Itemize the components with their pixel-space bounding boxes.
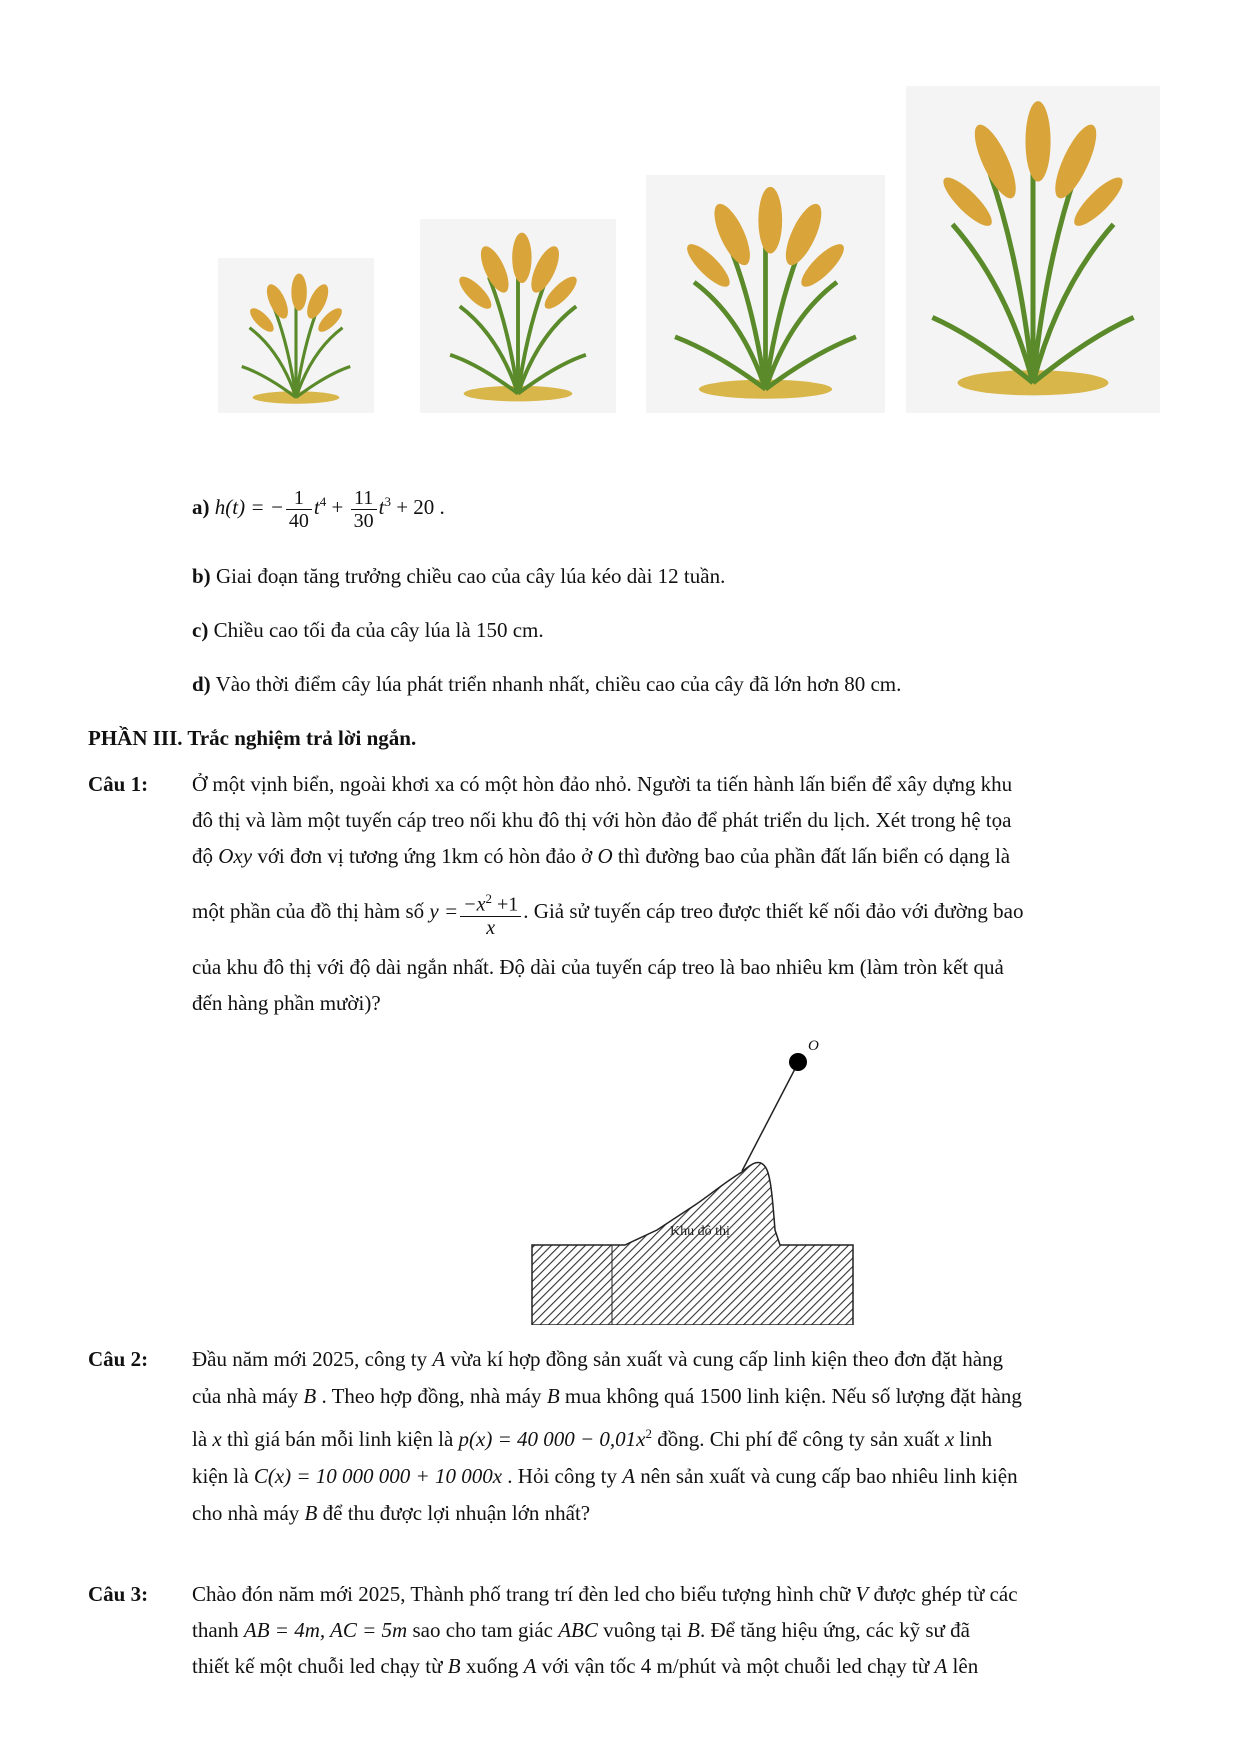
- part-a: [192, 484, 445, 532]
- formula-plus: +: [326, 495, 349, 519]
- q3-line3-a: thiết kế một chuỗi led chạy từ: [192, 1654, 448, 1678]
- q2-label: Câu 2:: [88, 1347, 149, 1371]
- formula-exp1: 4: [319, 494, 327, 509]
- q2-line1-b: vừa kí hợp đồng sản xuất và cung cấp linh kiện theo đơn đặt hàng: [445, 1347, 1004, 1371]
- q3-line1-b: được ghép từ các: [868, 1582, 1018, 1606]
- q3-line2: [192, 1612, 1172, 1648]
- q2-line3-a: là: [192, 1427, 213, 1451]
- q2-factory-b-2: B: [546, 1384, 560, 1408]
- q3-a-2: A: [934, 1654, 948, 1678]
- formula-t2: t: [378, 495, 385, 519]
- q2-line1-a: Đầu năm mới 2025, công ty: [192, 1347, 433, 1371]
- q2-cost-formula: C(x) = 10 000 000 + 10 000x: [253, 1464, 503, 1488]
- cable-line: [742, 1065, 797, 1171]
- q1-line3-b: với đơn vị tương ứng 1km có hòn đảo ở: [252, 844, 598, 868]
- q1-line3-a: độ: [192, 844, 219, 868]
- q2-line2-a: của nhà máy: [192, 1384, 304, 1408]
- formula-tail: + 20 .: [390, 495, 445, 519]
- q2-line4: [192, 1458, 1172, 1495]
- q2-line1: [192, 1341, 1172, 1378]
- q1-line4-b: . Giả sử tuyến cáp treo được thiết kế nối đảo với đường bao: [523, 899, 1024, 924]
- q2-line2-b: . Theo hợp đồng, nhà máy: [316, 1384, 547, 1408]
- q2-line4-c: nên sản xuất và cung cấp bao nhiêu linh kiện: [635, 1464, 1018, 1488]
- q1-line6: đến hàng phần mười)?: [192, 990, 381, 1015]
- q2-line3-c: đồng. Chi phí để công ty sản xuất: [652, 1427, 945, 1451]
- q3-b-2: B: [447, 1654, 461, 1678]
- q1-line4-a: một phần của đồ thị hàm số: [192, 899, 430, 924]
- q3-line3-d: lên: [947, 1654, 979, 1678]
- q1-fraction: [460, 888, 521, 939]
- part-c: [192, 612, 544, 648]
- q1-line5: của khu đô thị với độ dài ngắn nhất. Độ dài của tuyến cáp treo là bao nhiêu km (làm tròn kết quả: [192, 954, 1004, 979]
- fraction-2: [351, 487, 377, 532]
- part-d-text: Vào thời điểm cây lúa phát triển nhanh nhất, chiều cao của cây đã lớn hơn 80 cm.: [215, 672, 902, 696]
- fraction-2-den: 30: [353, 509, 374, 532]
- q1-frac-num: −x: [463, 893, 486, 916]
- q3-line1-a: Chào đón năm mới 2025, Thành phố trang trí đèn led cho biểu tượng hình chữ: [192, 1582, 856, 1606]
- rice-plant-graphic: [218, 258, 374, 413]
- q1-line1: Ở một vịnh biển, ngoài khơi xa có một hòn đảo nhỏ. Người ta tiến hành lấn biển để xây dựng khu: [192, 772, 1013, 796]
- island-label: O: [808, 1038, 819, 1054]
- part-b-text: Giai đoạn tăng trưởng chiều cao của cây lúa kéo dài 12 tuần.: [215, 564, 726, 588]
- fraction-1: [286, 487, 312, 532]
- q3-v: V: [855, 1582, 869, 1606]
- q2-company-a: A: [432, 1347, 446, 1371]
- part-c-text: Chiều cao tối đa của cây lúa là 150 cm.: [213, 618, 544, 642]
- urban-area-shape: [532, 1162, 853, 1325]
- fraction-2-num: 11: [351, 487, 377, 510]
- formula-t1: t: [313, 495, 320, 519]
- island-point: [789, 1053, 807, 1071]
- fraction-1-num: 1: [286, 487, 312, 510]
- q2-line5-a: cho nhà máy: [192, 1501, 305, 1525]
- formula-exp2: 3: [384, 494, 391, 509]
- q2-line2: [192, 1378, 1172, 1415]
- q3-b: B: [687, 1618, 700, 1642]
- q1-fraction-num: [460, 888, 521, 917]
- q1-frac-tail: +1: [492, 893, 519, 916]
- q2-company-a-2: A: [622, 1464, 636, 1488]
- q1-line3: [192, 838, 1172, 874]
- q2-x: x: [212, 1427, 222, 1451]
- q2-line4-b: . Hỏi công ty: [502, 1464, 623, 1488]
- q2-body: [192, 1341, 1172, 1532]
- part-a-label: a): [192, 495, 210, 519]
- q3-lengths: AB = 4m, AC = 5m: [243, 1618, 408, 1642]
- q2-line3-d: linh: [954, 1427, 993, 1451]
- q1-y-eq: y =: [429, 899, 459, 924]
- q2-price-exp: 2: [645, 1426, 653, 1441]
- q2-x-2: x: [944, 1427, 955, 1451]
- q3-line2-a: thanh: [192, 1618, 244, 1642]
- q1-frac-exp: 2: [485, 891, 493, 906]
- q3-a: A: [523, 1654, 537, 1678]
- q1-body: [192, 766, 1172, 1021]
- q3-line3: [192, 1648, 1172, 1684]
- q2-line3: [192, 1415, 1172, 1458]
- q2-price-formula: p(x) = 40 000 − 0,01x: [458, 1427, 646, 1451]
- q3-line2-c: vuông tại: [597, 1618, 688, 1642]
- q2-factory-b: B: [303, 1384, 317, 1408]
- q3-line1: [192, 1576, 1172, 1612]
- q1-line2: đô thị và làm một tuyến cáp treo nối khu đô thị với hòn đảo để phát triển du lịch. Xét trong hệ tọa: [192, 808, 1012, 832]
- rice-plant-image-1: [218, 258, 374, 413]
- q1-oxy: Oxy: [218, 844, 253, 868]
- q3-line2-d: . Để tăng hiệu ứng, các kỹ sư đã: [699, 1618, 971, 1642]
- q2-line5: [192, 1495, 1172, 1532]
- rice-plant-graphic: [646, 175, 885, 413]
- section-title: PHẦN III. Trắc nghiệm trả lời ngắn.: [88, 726, 417, 750]
- rice-plant-image-3: [646, 175, 885, 413]
- part-b: [192, 558, 725, 594]
- urban-area-label: Khu đô thị: [670, 1224, 730, 1239]
- q2-line3-b: thì giá bán mỗi linh kiện là: [221, 1427, 459, 1451]
- part-d-label: d): [192, 672, 211, 696]
- fraction-1-den: 40: [288, 509, 309, 532]
- part-b-label: b): [192, 564, 211, 588]
- q3-line3-c: với vận tốc 4 m/phút và một chuỗi led chạy từ: [536, 1654, 935, 1678]
- q3-line2-b: sao cho tam giác: [407, 1618, 559, 1642]
- part-d: [192, 666, 901, 702]
- formula-lhs: h(t) = −: [214, 495, 284, 519]
- q3-label: Câu 3:: [88, 1582, 149, 1606]
- q1-label: Câu 1:: [88, 772, 149, 796]
- q3-line3-b: xuống: [460, 1654, 524, 1678]
- part-c-label: c): [192, 618, 209, 642]
- q1-line3-c: thì đường bao của phần đất lấn biển có dạng là: [612, 844, 1011, 868]
- q3-body: [192, 1576, 1172, 1684]
- q1-figure: [520, 1030, 860, 1325]
- q2-line5-b: để thu được lợi nhuận lớn nhất?: [317, 1501, 591, 1525]
- rice-plant-graphic: [420, 219, 616, 413]
- q1-line4: [192, 888, 1172, 939]
- q2-line4-a: kiện là: [192, 1464, 254, 1488]
- q3-triangle: ABC: [558, 1618, 598, 1642]
- rice-plant-graphic: [906, 86, 1160, 413]
- rice-plant-image-2: [420, 219, 616, 413]
- rice-plant-image-4: [906, 86, 1160, 413]
- q1-o: O: [597, 844, 613, 868]
- q1-fraction-den: x: [486, 916, 496, 939]
- q2-factory-b-3: B: [304, 1501, 318, 1525]
- q2-line2-c: mua không quá 1500 linh kiện. Nếu số lượng đặt hàng: [559, 1384, 1022, 1408]
